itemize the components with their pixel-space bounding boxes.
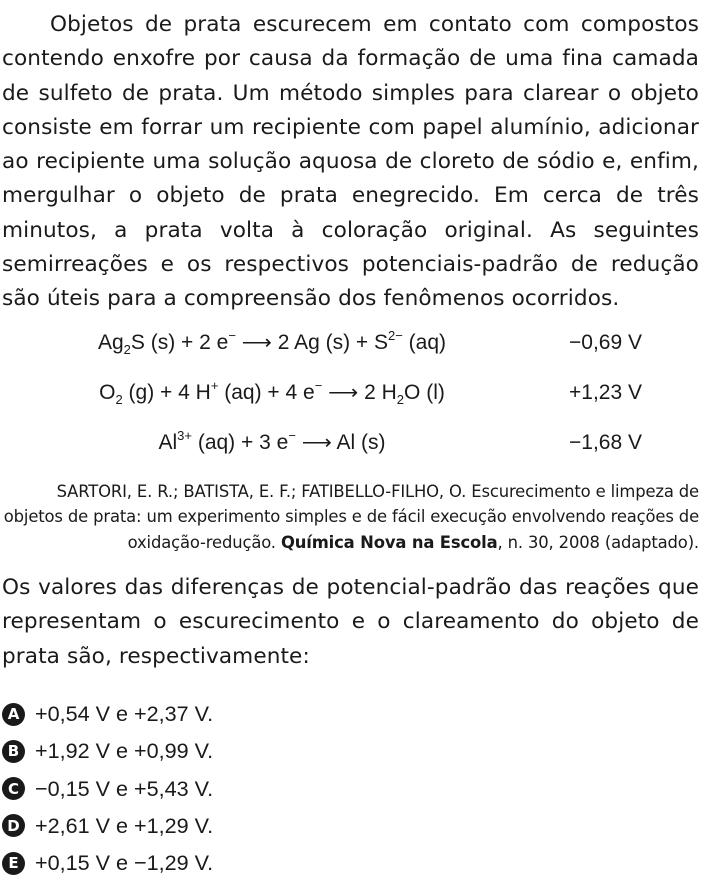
answer-options (2, 696, 699, 882)
reaction-row-2 (2, 373, 699, 413)
reaction-potential: −1,68 V (569, 430, 642, 454)
option-text: +0,54 V e +2,37 V. (35, 701, 214, 727)
option-text: +1,92 V e +0,99 V. (35, 738, 214, 764)
reaction-row-3 (2, 423, 699, 463)
option-letter-badge: D (2, 814, 25, 837)
intro-paragraph: Objetos de prata escurecem em contato com compostos contendo enxofre por causa da formação de uma fina camada de sulfeto de prata. Um método simples para clarear o objeto consiste em forrar um recipiente com papel alumínio, adicionar ao recipiente uma solução aquosa de cloreto de sódio e, enfim, mergulhar o objeto de prata enegrecido. Em cerca de três minutos, a prata volta à coloração original. As seguintes semirreações e os respectivos potenciais-padrão de redução são úteis para a compreensão dos fenômenos ocorridos. (2, 12, 699, 312)
source-citation: SARTORI, E. R.; BATISTA, E. F.; FATIBELLO-FILHO, O. Escurecimento e limpeza de objetos de prata: um experimento simples e de fácil execução envolvendo reações de oxidação-redução. Química Nova na Escola, n. 30, 2008 (adaptado). (3, 481, 699, 552)
option-letter-badge: E (2, 852, 25, 875)
option-b[interactable] (2, 733, 699, 770)
reaction-equation: $Al^{3+}$ (aq) + 3 e− ⟶ Al (s) (158, 427, 386, 454)
option-text: −0,15 V e +5,43 V. (35, 775, 214, 801)
journal-name: Química Nova na Escola (280, 532, 498, 552)
option-a[interactable] (2, 696, 699, 733)
question-text: Os valores das diferenças de potencial-padrão das reações que representam o escurecimento e o clareamento do objeto de prata são, respectivamente: (2, 575, 699, 669)
option-letter-badge: C (2, 777, 25, 800)
option-c[interactable] (2, 770, 699, 807)
option-letter-badge: B (2, 740, 25, 763)
option-e[interactable] (2, 844, 699, 881)
reaction-equation: $O_2$ (g) + 4 H+ (aq) + 4 e− ⟶ 2 $H_2O$ (l) (99, 377, 445, 407)
reaction-equation: $Ag_2S$ (s) + 2 e− ⟶ 2 Ag $(s) + S^{2-}$ (aq) (97, 327, 447, 357)
reaction-potential: −0,69 V (569, 330, 642, 354)
question-page (2, 0, 699, 882)
option-d[interactable] (2, 807, 699, 844)
reaction-potential: +1,23 V (569, 380, 642, 404)
option-text: +2,61 V e +1,29 V. (35, 812, 214, 838)
reactions-table (2, 323, 699, 473)
option-letter-badge: A (2, 703, 25, 726)
reaction-row-1 (2, 323, 699, 363)
option-text: +0,15 V e −1,29 V. (35, 850, 214, 875)
